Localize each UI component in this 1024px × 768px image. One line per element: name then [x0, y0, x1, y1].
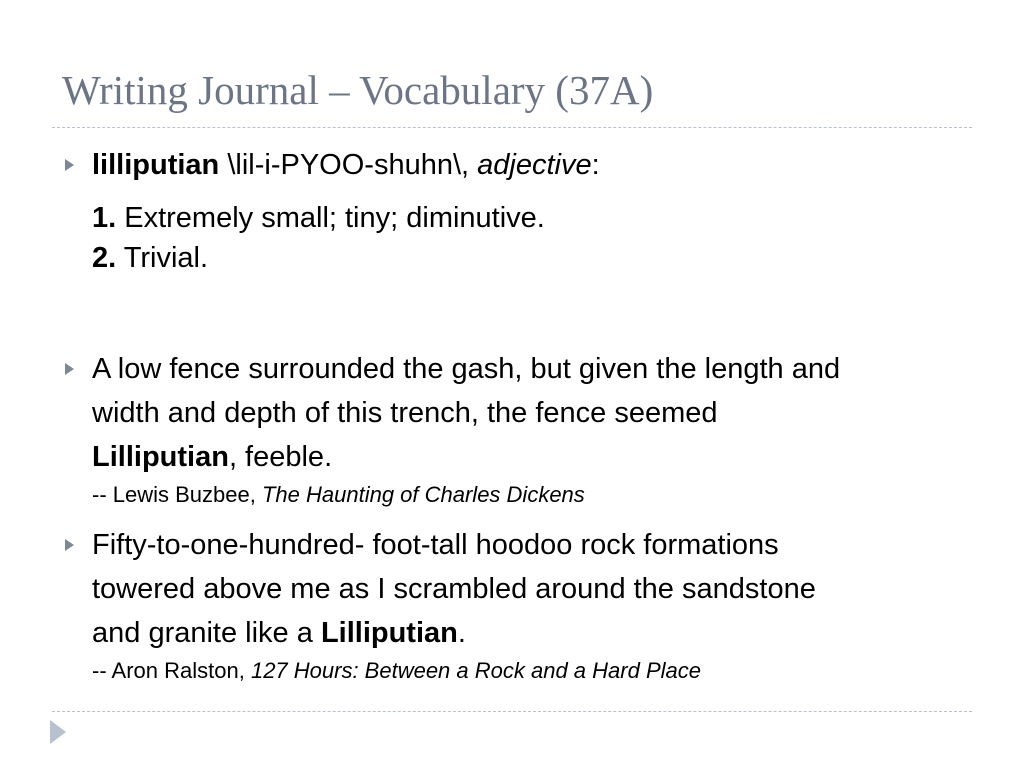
- example-1: [92, 347, 992, 511]
- slide-title: Writing Journal – Vocabulary (37A): [62, 67, 654, 113]
- vocab-word: lilliputian: [92, 149, 220, 181]
- part-of-speech: adjective: [477, 149, 592, 181]
- next-slide-arrow-icon[interactable]: [50, 720, 66, 744]
- example-text: and granite like a: [92, 617, 321, 649]
- citation: [92, 479, 992, 511]
- example-text: , feeble.: [228, 441, 333, 473]
- footer-divider: [52, 711, 972, 712]
- example-line: A low fence surrounded the gash, but given the length and: [92, 353, 841, 385]
- example-line: width and depth of this trench, the fence seemed: [92, 397, 718, 429]
- sense-number: 1.: [92, 202, 117, 234]
- definition-senses: [92, 196, 992, 280]
- pos-suffix: :: [591, 149, 600, 181]
- sense-number: 2.: [92, 242, 117, 274]
- example-line: Fifty-to-one-hundred- foot-tall hoodoo rock formations: [92, 529, 779, 561]
- example-bold-word: Lilliputian: [320, 617, 458, 649]
- citation-author: -- Lewis Buzbee,: [92, 482, 262, 507]
- title-divider: [52, 127, 972, 128]
- bullet-triangle-icon: [65, 539, 74, 551]
- sense-1: [92, 196, 992, 240]
- citation-title: 127 Hours: Between a Rock and a Hard Place: [250, 658, 701, 683]
- citation-author: -- Aron Ralston,: [92, 658, 251, 683]
- bullet-triangle-icon: [65, 363, 74, 375]
- definition-headline: [92, 143, 992, 187]
- bullet-triangle-icon: [65, 159, 74, 171]
- sense-text: Trivial.: [116, 242, 209, 274]
- example-bold-word: Lilliputian: [92, 441, 229, 473]
- sense-text: Extremely small; tiny; diminutive.: [116, 202, 545, 234]
- example-text: .: [457, 617, 466, 649]
- example-line: [92, 611, 992, 655]
- example-line: towered above me as I scrambled around the sandstone: [92, 573, 816, 605]
- example-line: [92, 435, 992, 479]
- pronunciation: \lil-i-PYOO-shuhn\,: [219, 149, 478, 181]
- citation-title: The Haunting of Charles Dickens: [261, 482, 585, 507]
- definition-block: [92, 143, 992, 187]
- citation: [92, 655, 992, 687]
- example-2: [92, 523, 992, 687]
- sense-2: [92, 236, 992, 280]
